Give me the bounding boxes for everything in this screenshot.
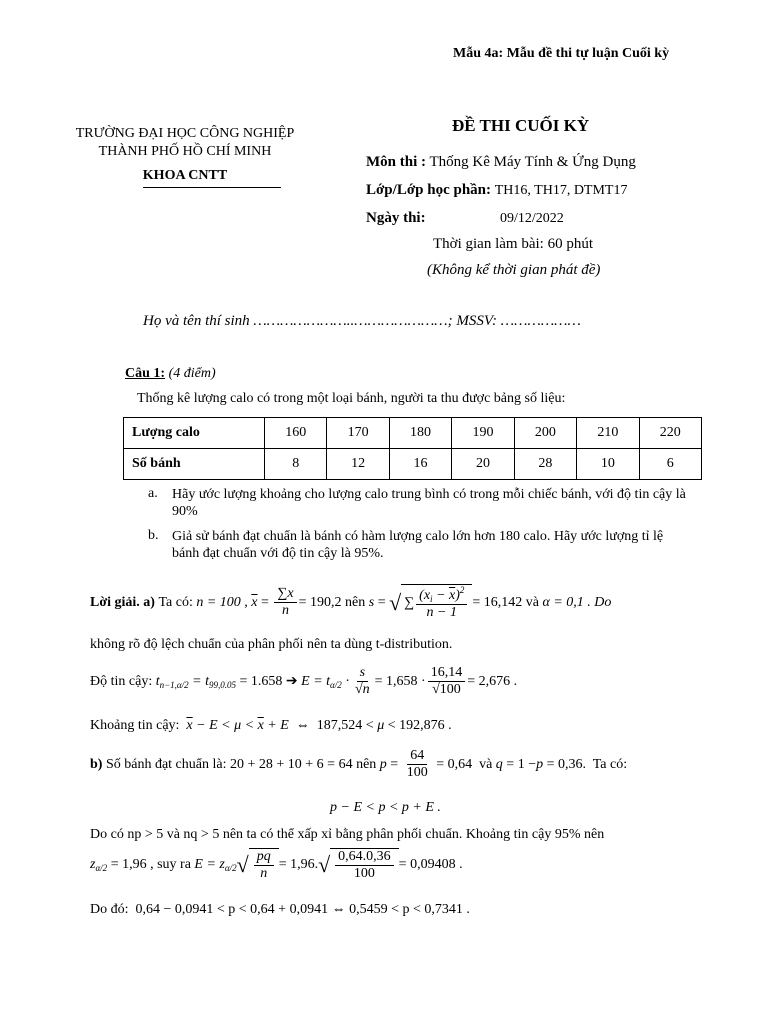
s-formula: ∑ $\frac{(x_i - \overline{x})^2}{n - 1}$ xyxy=(401,584,472,621)
table-cell: 180 xyxy=(389,418,451,449)
question-points: (4 điểm) xyxy=(168,366,216,381)
solution-a-label: a) xyxy=(143,594,155,610)
solution-b-line1: b) Số bánh đạt chuẩn là: 20 + 28 + 10 + 6 = 64 nên p = $\frac{64}{100}$ = 0,64 và q = 1 − p = 0,36. Ta có: xyxy=(90,748,628,781)
part-a-marker: a. xyxy=(148,486,158,501)
class-row xyxy=(366,182,627,199)
table-cell: 210 xyxy=(577,418,639,449)
confidence-label: Độ tin cậy: xyxy=(90,673,153,689)
interval-label: Khoảng tin cậy: xyxy=(90,718,180,733)
class-value: TH16, TH17, DTMT17 xyxy=(494,183,628,198)
final-row xyxy=(90,902,470,918)
solution-b-line3: Do có np > 5 và nq > 5 nên ta có thể xấp xỉ bằng phân phối chuẩn. Khoảng tin cậy 95% nên xyxy=(90,827,605,842)
table-cell: 20 xyxy=(452,449,514,480)
faculty-name: KHOA CNTT xyxy=(142,168,228,183)
s-equation: = 16,142 và xyxy=(472,594,540,610)
table-cell: 12 xyxy=(327,449,389,480)
table-cell: 170 xyxy=(327,418,389,449)
data-table xyxy=(123,417,702,480)
mean-fraction: $\frac{\sum x}{n}$ xyxy=(274,586,296,619)
solution-label: Lời giải. xyxy=(90,594,140,610)
subject-row xyxy=(366,154,636,171)
xbar-equation: = 190,2 nên xyxy=(298,594,366,610)
date-label: Ngày thi: xyxy=(366,210,426,226)
table-cell: 16 xyxy=(389,449,451,480)
question-label: Câu 1: xyxy=(125,366,166,381)
table-cell: 8 xyxy=(265,449,327,480)
table-cell: 200 xyxy=(514,418,576,449)
solution-a-line2: không rõ độ lệch chuẩn của phân phối nên ta dùng t-distribution. xyxy=(90,637,453,652)
final-label: Do đó: xyxy=(90,902,129,917)
school-name-line1: TRƯỜNG ĐẠI HỌC CÔNG NGHIỆP xyxy=(75,126,295,141)
table-row xyxy=(124,449,702,480)
table-cell: 160 xyxy=(265,418,327,449)
subject-label: Môn thi : xyxy=(366,154,426,170)
exam-title: ĐỀ THI CUỐI KỲ xyxy=(452,116,590,135)
part-b-text: Giả sử bánh đạt chuẩn là bánh có hàm lượng calo lớn hơn 180 calo. Hãy ước lượng tỉ lệ bánh đạt chuẩn với độ tin cậy là 95%. xyxy=(172,529,664,561)
table-header-calo: Lượng calo xyxy=(124,418,265,449)
school-header xyxy=(40,125,330,185)
final-equation: 0,64 − 0,0941 < p < 0,64 + 0,0941 ⇔ 0,5459 < p < 0,7341 . xyxy=(135,902,470,917)
duration-note: (Không kể thời gian phát đề) xyxy=(427,262,601,278)
interval-row: Khoảng tin cậy: $\overline{x} - E < \mu < \overline{x} + E$ ⇔ 187,524 < μ < 192,876 . xyxy=(90,718,452,733)
xbar-symbol: $\overline{x}$ xyxy=(251,594,258,610)
table-cell: 6 xyxy=(639,449,701,480)
n-equation: n = 100 , xyxy=(196,594,248,610)
part-a-text: Hãy ước lượng khoảng cho lượng calo trung bình có trong mỗi chiếc bánh, với độ tin cậy là 90% xyxy=(172,487,686,519)
solution-b-label: b) xyxy=(90,756,103,772)
table-cell: 220 xyxy=(639,418,701,449)
solution-a-intro: Ta có: xyxy=(158,594,193,610)
part-b-marker: b. xyxy=(148,528,159,543)
confidence-row: Độ tin cậy: $t_{n-1,\alpha/2} = t_{99,0.05}$ = 1.658 ➔ $E = t_{\alpha/2}$ · $\frac{s}{√n}$ = 1,658 · $\frac{16,14}{√100}$ = 2,676 . xyxy=(90,665,518,698)
form-label: Mẫu 4a: Mẫu đề thi tự luận Cuối kỳ xyxy=(453,46,670,61)
table-cell: 190 xyxy=(452,418,514,449)
proportion-inequality: p − E < p < p + E . xyxy=(330,800,441,815)
faculty-underline xyxy=(143,187,281,188)
solution-a-line1: Lời giải. a) Ta có: n = 100 , $\overline{x}$ = $\frac{\sum x}{n}$ = 190,2 nên s = √ ∑ $\frac{(x_i - \overline{x})^2}{n - 1}$ = 16,142 và α = 0,1 . Do xyxy=(90,585,612,621)
subject-value: Thống Kê Máy Tính & Ứng Dụng xyxy=(429,154,636,170)
z-row: $z_{\alpha/2}$ = 1,96 , suy ra $E = z_{\alpha/2}$ √ $\frac{pq}{n}$ = 1,96. √ $\frac{0,64.0,36}{100}$ = 0,09408 . xyxy=(90,849,463,882)
school-name-line2: THÀNH PHỐ HỒ CHÍ MINH xyxy=(98,144,272,159)
table-cell: 28 xyxy=(514,449,576,480)
date-value: 09/12/2022 xyxy=(500,211,564,226)
table-header-count: Số bánh xyxy=(124,449,265,480)
class-label: Lớp/Lớp học phần: xyxy=(366,182,491,198)
table-cell: 10 xyxy=(577,449,639,480)
duration: Thời gian làm bài: 60 phút xyxy=(433,236,593,252)
alpha-equation: α = 0,1 . Do xyxy=(542,594,612,610)
question-heading xyxy=(125,366,216,382)
student-info-line: Họ và tên thí sinh …………………..…………………; MSSV: ……………… xyxy=(143,313,581,329)
question-intro: Thống kê lượng calo có trong một loại bánh, người ta thu được bảng số liệu: xyxy=(137,391,566,406)
table-row xyxy=(124,418,702,449)
solution-b-sum: 20 + 28 + 10 + 6 = 64 nên xyxy=(229,756,377,772)
solution-b-intro: Số bánh đạt chuẩn là: xyxy=(105,756,227,772)
